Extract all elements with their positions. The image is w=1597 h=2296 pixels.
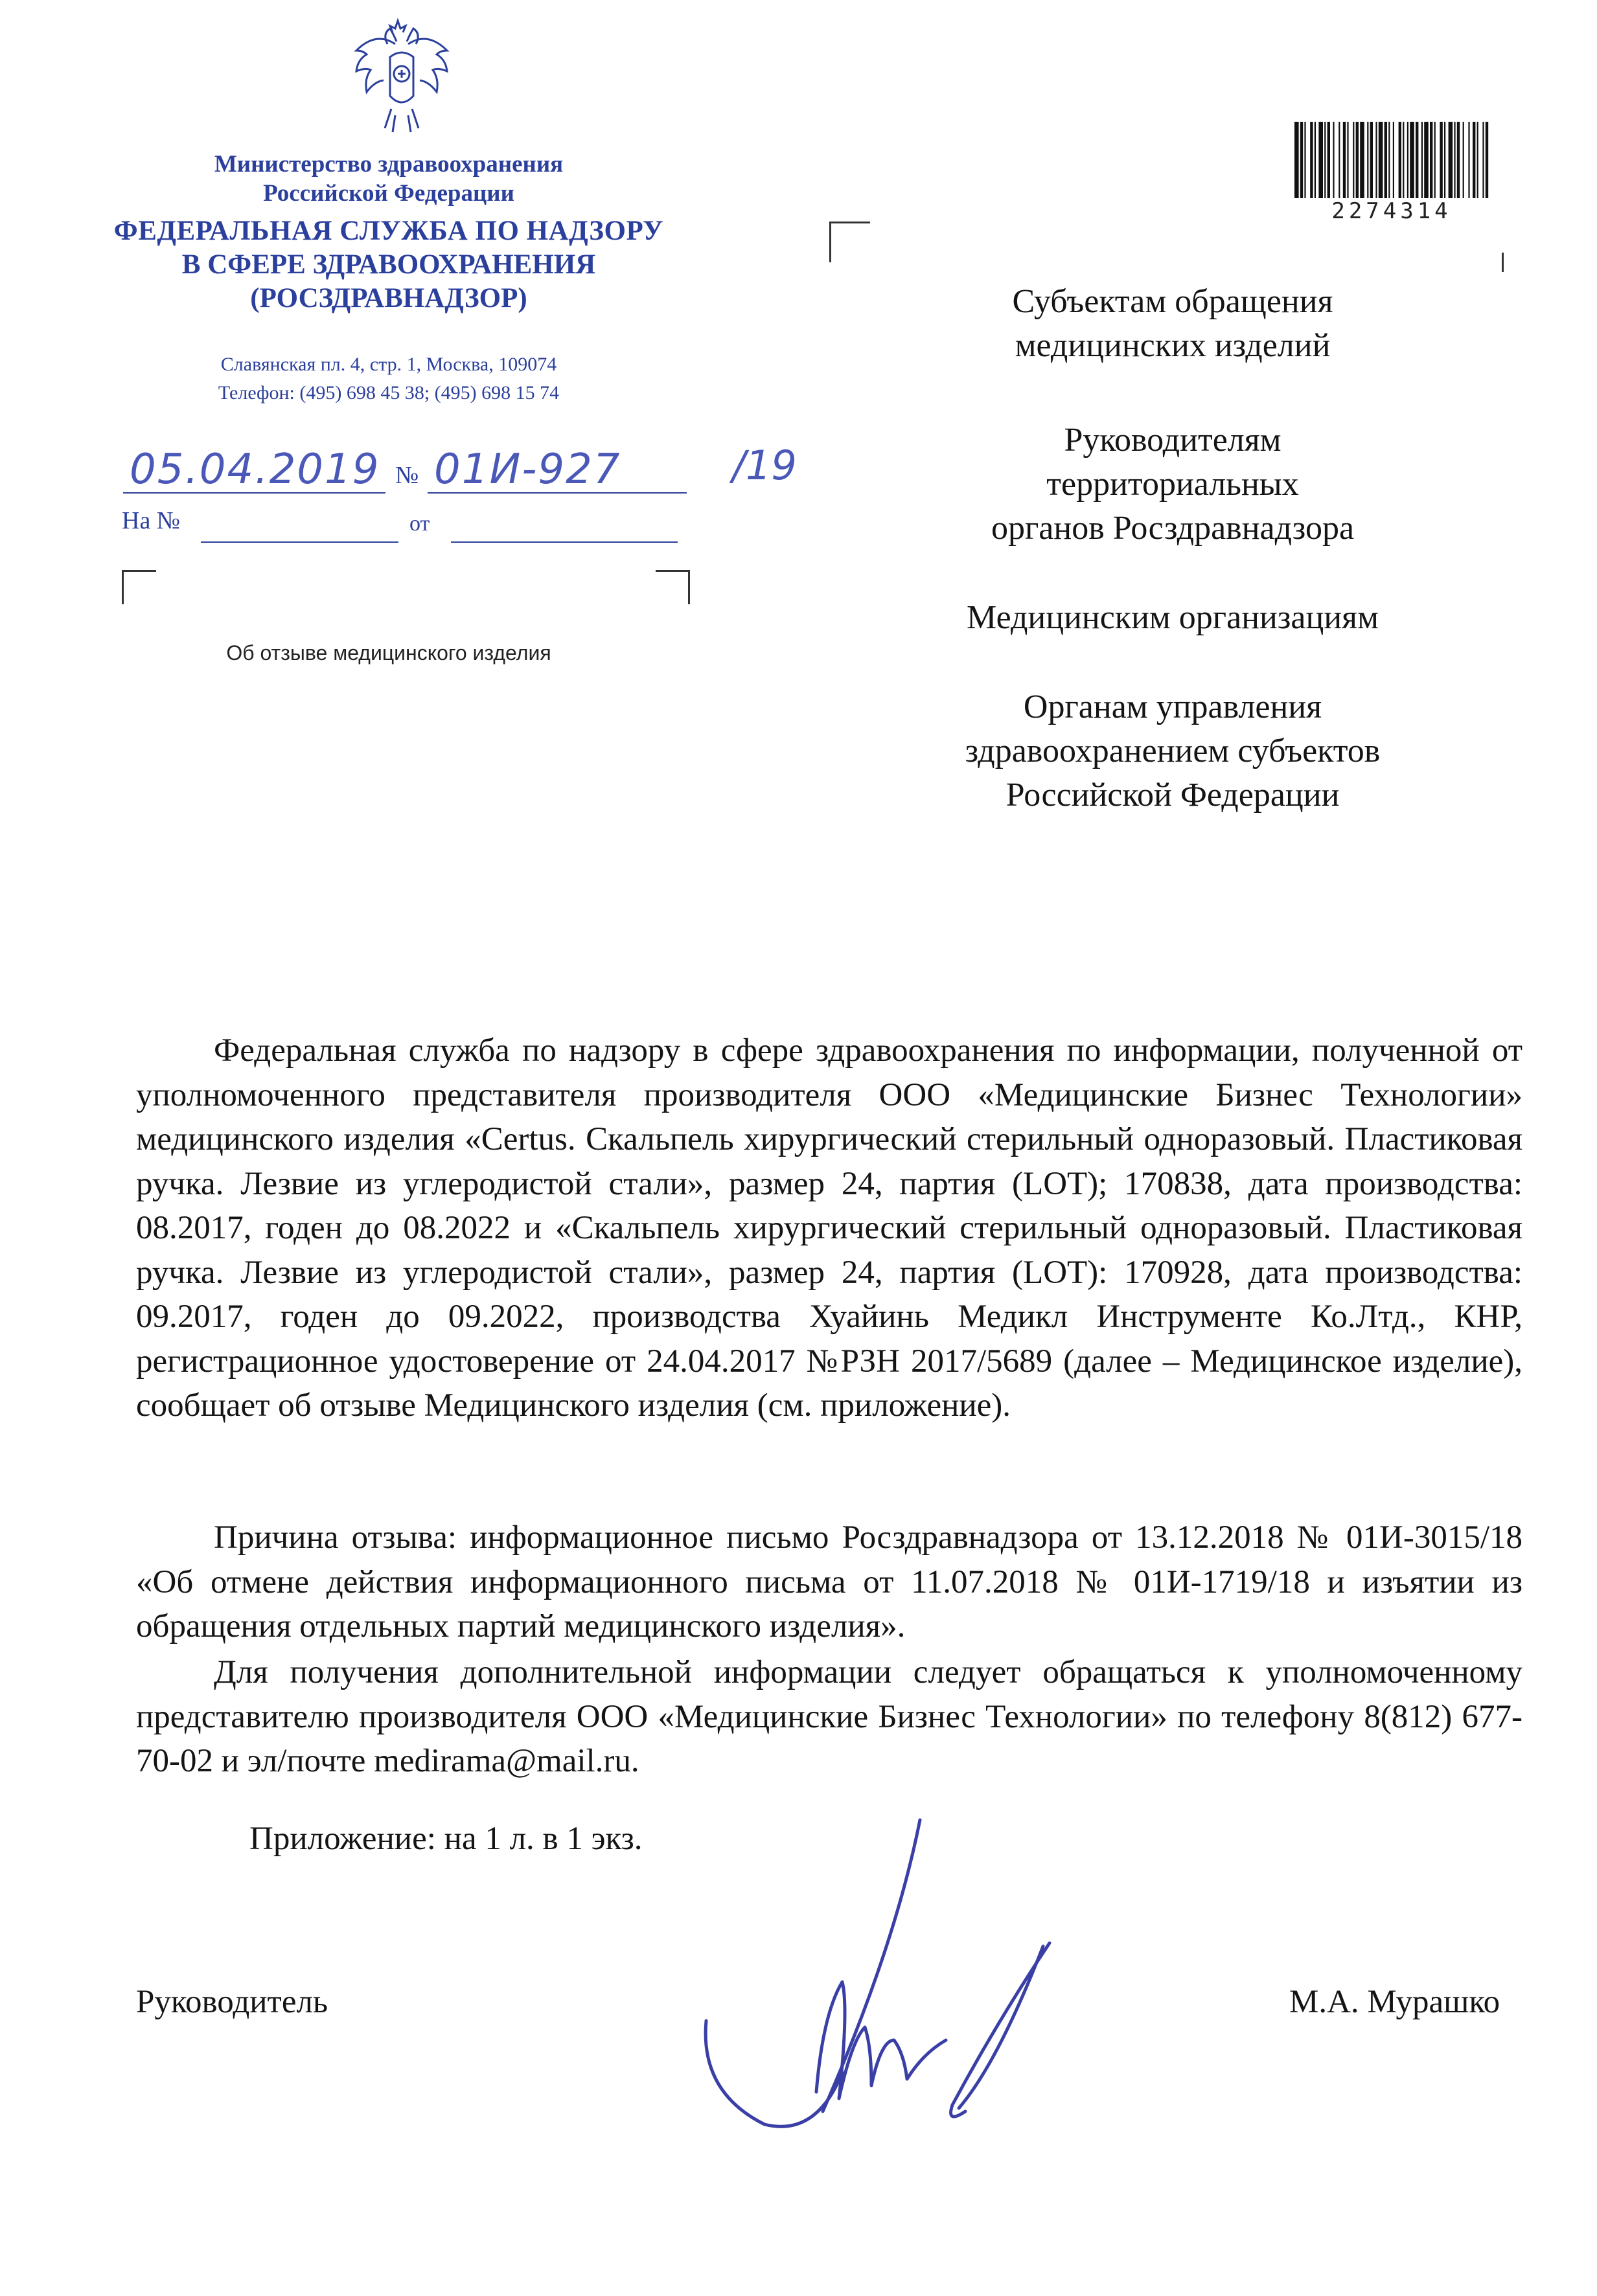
barcode-bar	[1424, 122, 1429, 198]
barcode-bar	[1421, 122, 1423, 198]
recipient-line: медицинских изделий	[1015, 327, 1331, 364]
body-paragraph-3: Для получения дополнительной информации следует обращаться к уполномоченному представителю производителя ООО «Медицинские Бизнес Технологии» по телефону 8(812) 677-70-02 и эл/почте medirama@mail.ru.	[136, 1654, 1522, 1779]
barcode-bar	[1324, 122, 1326, 198]
service-name-line-2: В СФЕРЕ ЗДРАВООХРАНЕНИЯ	[181, 249, 596, 280]
handwritten-date: 05.04.2019	[130, 446, 380, 494]
service-name-line-1: ФЕДЕРАЛЬНАЯ СЛУЖБА ПО НАДЗОРУ	[113, 216, 664, 246]
barcode-bar	[1300, 122, 1303, 198]
barcode-bar	[1444, 122, 1445, 198]
recipient-line: Руководителям	[1064, 422, 1281, 459]
barcode-bar	[1457, 122, 1460, 198]
barcode-bar	[1454, 122, 1455, 198]
barcode-bar	[1403, 122, 1404, 198]
barcode-bar	[1327, 122, 1330, 198]
addressee-corner-mark	[829, 222, 870, 262]
coat-of-arms-emblem	[350, 18, 454, 141]
barcode-bar	[1347, 122, 1348, 198]
barcode-bar	[1343, 122, 1346, 198]
ministry-name-line-1: Министерство здравоохранения	[214, 151, 564, 177]
barcode-bar	[1304, 122, 1305, 198]
recipient-line: органов Росздравнадзора	[991, 510, 1355, 547]
barcode-bar	[1468, 122, 1469, 198]
recipient-line: Медицинским организациям	[967, 599, 1379, 636]
barcode-bar	[1399, 122, 1401, 198]
barcode-bar	[1434, 122, 1436, 198]
barcode-number: 2274314	[1331, 198, 1452, 224]
phone-numbers: Телефон: (495) 698 45 38; (495) 698 15 74	[218, 382, 560, 404]
service-name-line-3: (РОСЗДРАВНАДЗОР)	[250, 283, 527, 313]
address: Славянская пл. 4, стр. 1, Москва, 109074	[220, 354, 557, 375]
recipient-line: территориальных	[1046, 466, 1299, 503]
barcode-bar	[1440, 122, 1442, 198]
barcode-bar	[1407, 122, 1408, 198]
barcode-bar	[1473, 122, 1475, 198]
subject-corner-mark-right	[656, 570, 690, 604]
barcode-graphic	[1294, 122, 1489, 198]
barcode-bar	[1430, 122, 1432, 198]
handwritten-signature	[687, 1813, 1101, 2150]
barcode-bar	[1338, 122, 1340, 198]
recipient-line: Органам управления	[1023, 688, 1322, 725]
barcode-bar	[1388, 122, 1390, 198]
addressee-corner-mark-right	[1502, 253, 1504, 272]
barcode-bar	[1333, 122, 1334, 198]
recipient-block-3	[849, 596, 1497, 640]
barcode-bar	[1294, 122, 1299, 198]
barcode-bar	[1463, 122, 1464, 198]
recipient-block-1	[849, 280, 1497, 368]
barcode-bar	[1367, 122, 1368, 198]
barcode-bar	[1360, 122, 1364, 198]
recipient-block-2	[849, 418, 1497, 551]
barcode-bar	[1379, 122, 1383, 198]
recipient-line: Российской Федерации	[1005, 777, 1340, 813]
signatory-name: М.А. Мурашко	[1289, 1984, 1500, 2020]
signatory-title: Руководитель	[136, 1984, 328, 2020]
reply-date-label: от	[409, 512, 430, 536]
barcode-bar	[1449, 122, 1453, 198]
reply-date-field	[451, 541, 678, 543]
attachment-note: Приложение: на 1 л. в 1 экз.	[249, 1821, 643, 1857]
barcode-bar	[1353, 122, 1354, 198]
reply-number-field	[201, 541, 398, 543]
number-sign: №	[395, 462, 419, 489]
barcode-bar	[1410, 122, 1414, 198]
barcode-bar	[1318, 122, 1323, 198]
body-paragraph-1: Федеральная служба по надзору в сфере здравоохранения по информации, полученной от уполномоченного представителя производителя ООО «Медицинские Бизнес Технологии» медицинского изделия «Certus. Скальпель хирургический стерильный одноразовый. Пластиковая ручка. Лезвие из углеродистой стали», размер 24, партия (LOT); 170838, дата производства: 08.2017, годен до 08.2022 и «Скальпель хирургический стерильный одноразовый. Пластиковая ручка. Лезвие из углеродистой стали», размер 24, партия (LOT): 170928, дата производства: 09.2017, годен до 09.2022, производства Хуайинь Медикл Инструменте Ко.Лтд., КНР, регистрационное удостоверение от 24.04.2017 №РЗН 2017/5689 (далее – Медицинское изделие), сообщает об отзыве Медицинского изделия (см. приложение).	[136, 1032, 1522, 1424]
barcode-bar	[1375, 122, 1377, 198]
recipient-line: здравоохранением субъектов	[965, 733, 1381, 769]
letter-subject: Об отзыве медицинского изделия	[226, 641, 551, 665]
ministry-name-line-2: Российской Федерации	[263, 180, 514, 207]
barcode-bar	[1384, 122, 1387, 198]
date-underline	[123, 492, 385, 494]
barcode-bar	[1477, 122, 1478, 198]
reply-number-label: На №	[122, 507, 181, 534]
barcode-bar	[1482, 122, 1484, 198]
subject-corner-mark-left	[122, 570, 156, 604]
barcode-bar	[1393, 122, 1394, 198]
handwritten-year-suffix: /19	[732, 442, 797, 489]
barcode-bar	[1486, 122, 1488, 198]
number-underline	[428, 492, 687, 494]
handwritten-outgoing-number: 01И-927	[434, 446, 621, 494]
barcode-bar	[1416, 122, 1418, 198]
recipient-line: Субъектам обращения	[1012, 283, 1333, 320]
barcode-bar	[1310, 122, 1313, 198]
body-paragraph-2: Причина отзыва: информационное письмо Росздравнадзора от 13.12.2018 № 01И-3015/18 «Об отмене действия информационного письма от 11.07.2018 № 01И-1719/18 и изъятии из обращения отдельных партий медицинского изделия».	[136, 1519, 1522, 1644]
barcode-bar	[1356, 122, 1359, 198]
barcode-bar	[1370, 122, 1373, 198]
barcode-bar	[1315, 122, 1316, 198]
recipient-block-4	[849, 685, 1497, 817]
